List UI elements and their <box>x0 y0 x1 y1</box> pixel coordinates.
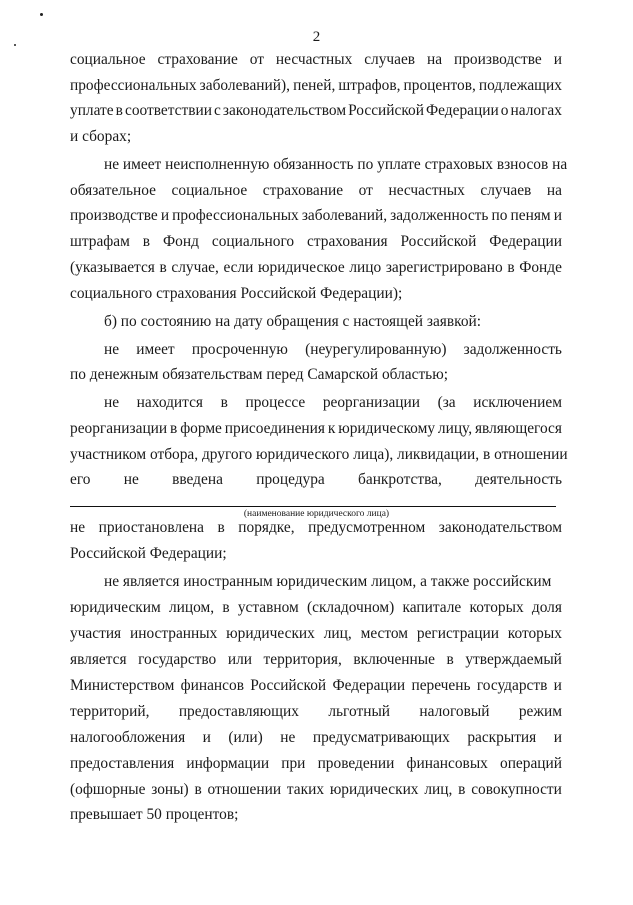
word: страхования <box>307 233 388 250</box>
word: Федерации <box>489 233 562 250</box>
word: не <box>123 471 139 488</box>
word: форме <box>180 420 222 437</box>
word: проведении <box>317 755 395 772</box>
word: Федерации <box>332 677 406 694</box>
word: социальное <box>171 182 248 199</box>
word: задолженность <box>463 341 562 358</box>
word: лиц, <box>424 781 453 798</box>
text-line: и сборах; <box>70 128 132 145</box>
word: таких <box>286 781 325 798</box>
word: государств <box>476 677 548 694</box>
word: к <box>327 420 336 437</box>
text-line <box>70 102 562 120</box>
word: случаев <box>364 51 416 68</box>
word: в <box>458 781 466 798</box>
word: производстве <box>70 207 158 224</box>
word: штрафам <box>70 233 130 250</box>
fill-in-line <box>70 506 556 507</box>
word: законодательством <box>438 519 562 536</box>
word: пеней, <box>293 77 336 94</box>
word: включенные <box>353 651 435 668</box>
text-line <box>70 625 562 643</box>
word: процедура <box>256 471 325 488</box>
word: (офшорные <box>70 781 146 798</box>
text-line <box>70 341 562 359</box>
word: Российской <box>348 102 424 119</box>
word: (неурегулированную) <box>305 341 447 358</box>
word: процессе <box>245 394 306 411</box>
word: при <box>281 755 306 772</box>
text-line <box>70 259 562 277</box>
word: приостановлена <box>98 519 204 536</box>
word: режим <box>518 703 562 720</box>
word: (за <box>437 394 456 411</box>
word: не <box>70 519 86 536</box>
word: в <box>194 781 202 798</box>
word: если <box>223 259 254 276</box>
text-line: Российской Федерации; <box>70 545 227 562</box>
blank-caption: (наименование юридического лица) <box>243 509 390 519</box>
word: уплате <box>70 102 114 119</box>
word: предоставляющих <box>178 703 299 720</box>
word: лиц, <box>323 625 352 642</box>
word: реорганизации <box>322 394 420 411</box>
word: являющегося <box>474 420 562 437</box>
word: введена <box>172 471 223 488</box>
word: в <box>222 599 230 616</box>
word: юридических <box>226 625 315 642</box>
word: в <box>115 102 123 119</box>
word: участия <box>70 625 122 642</box>
word: (указывается <box>70 259 155 276</box>
word: юридических <box>329 781 419 798</box>
text-line: не является иностранным юридическим лицом, а также российским <box>104 573 552 590</box>
word: заболеваний, <box>301 207 388 224</box>
text-line <box>70 233 562 251</box>
word: Российской <box>400 233 477 250</box>
text-line: социального страхования Российской Федерации); <box>70 285 403 302</box>
word: социального <box>211 233 295 250</box>
text-line <box>70 182 562 200</box>
word: которых <box>469 599 524 616</box>
word: предусмотренном <box>308 519 426 536</box>
word: операций <box>500 755 562 772</box>
text-line <box>70 599 562 617</box>
word: капитале <box>402 599 462 616</box>
text-line <box>70 207 562 225</box>
word: не <box>280 729 296 746</box>
word: Фонде <box>519 259 562 276</box>
word: лицом, <box>168 599 215 616</box>
word: исключением <box>473 394 562 411</box>
text-line <box>70 77 562 95</box>
word: находится <box>136 394 203 411</box>
word: деятельность <box>475 471 562 488</box>
word: случаев <box>480 182 532 199</box>
word: профессиональных <box>70 77 197 94</box>
word: и <box>160 207 170 224</box>
word: является <box>70 651 127 668</box>
word: социальное <box>70 51 146 68</box>
text-line <box>70 781 562 799</box>
word: лицо <box>349 259 382 276</box>
word: иностранных <box>129 625 218 642</box>
word: в <box>220 394 228 411</box>
text-line: б) по состоянию на дату обращения с настоящей заявкой: <box>104 313 482 330</box>
text-line <box>70 755 562 773</box>
word: профессиональных <box>172 207 299 224</box>
text-line: превышает 50 процентов; <box>70 806 239 823</box>
word: порядке, <box>238 519 295 536</box>
text-line <box>70 420 562 438</box>
word: утверждаемый <box>465 651 562 668</box>
word: налогообложения <box>70 729 186 746</box>
word: и <box>553 207 562 224</box>
word: которых <box>507 625 562 642</box>
page-number: 2 <box>312 29 321 45</box>
text-line <box>70 729 562 747</box>
word: в <box>446 651 454 668</box>
word: обязательное <box>70 182 156 199</box>
word: Министерством <box>70 677 175 694</box>
word: задолженность <box>390 207 489 224</box>
word: уставном <box>237 599 299 616</box>
word: в <box>507 259 515 276</box>
word: в <box>142 233 151 250</box>
word: и <box>202 729 211 746</box>
word: на <box>427 51 443 68</box>
word: по <box>491 207 508 224</box>
word: реорганизации <box>70 420 168 437</box>
word: законодательством <box>222 102 347 119</box>
word: от <box>358 182 373 199</box>
word: совокупности <box>471 781 562 798</box>
word: (складочном) <box>306 599 395 616</box>
word: территория, <box>263 651 342 668</box>
word: и <box>553 677 562 694</box>
word: или <box>227 651 252 668</box>
word: доля <box>531 599 562 616</box>
text-line <box>70 677 562 695</box>
word: подлежащих <box>478 77 562 94</box>
word: лицу, <box>437 420 473 437</box>
word: случае, <box>171 259 219 276</box>
text-line: по денежным обязательствам перед Самарской областью; <box>70 366 448 383</box>
word: производстве <box>454 51 542 68</box>
word: (или) <box>228 729 263 746</box>
word: льготный <box>328 703 391 720</box>
text-line: участником отбора, другого юридического лица), ликвидации, в отношении <box>70 446 568 463</box>
word: финансов <box>180 677 244 694</box>
word: финансовых <box>406 755 488 772</box>
word: в <box>217 519 225 536</box>
word: предоставления <box>70 755 175 772</box>
word: с <box>214 102 221 119</box>
word: на <box>546 182 562 199</box>
word: местом <box>360 625 409 642</box>
word: зоны) <box>151 781 189 798</box>
word: юридическому <box>338 420 436 437</box>
word: процентов, <box>403 77 476 94</box>
word: не <box>104 341 120 358</box>
word: несчастных <box>275 51 353 68</box>
word: Федерации <box>426 102 499 119</box>
text-line <box>70 519 562 537</box>
text-line <box>70 394 562 412</box>
scan-speck <box>40 13 43 16</box>
word: территорий, <box>70 703 150 720</box>
word: налогах <box>510 102 562 119</box>
word: о <box>500 102 509 119</box>
word: предусматривающих <box>312 729 450 746</box>
word: раскрытия <box>467 729 537 746</box>
word: юридическое <box>258 259 345 276</box>
word: государство <box>138 651 217 668</box>
word: Фонд <box>163 233 199 250</box>
word: в <box>159 259 167 276</box>
word: штрафов, <box>338 77 401 94</box>
word: и <box>553 51 562 68</box>
word: пеням <box>510 207 551 224</box>
word: банкротства, <box>358 471 442 488</box>
word: страхование <box>262 182 344 199</box>
text-line <box>70 51 562 69</box>
word: не <box>104 394 120 411</box>
word: регистрации <box>416 625 499 642</box>
text-line <box>70 651 562 669</box>
word: юридическим <box>70 599 161 616</box>
word: от <box>249 51 264 68</box>
word: присоединения <box>224 420 325 437</box>
word: налоговый <box>419 703 490 720</box>
text-line <box>70 703 562 721</box>
word: в <box>170 420 178 437</box>
word: зарегистрировано <box>385 259 503 276</box>
text-line <box>70 471 562 489</box>
word: и <box>553 729 562 746</box>
word: информации <box>186 755 270 772</box>
word: просроченную <box>191 341 288 358</box>
word: Российской <box>250 677 327 694</box>
word: имеет <box>136 341 175 358</box>
word: соответствии <box>124 102 212 119</box>
word: заболеваний), <box>199 77 290 94</box>
word: несчастных <box>388 182 465 199</box>
text-line: не имеет неисполненную обязанность по уплате страховых взносов на <box>104 156 568 173</box>
word: перечень <box>411 677 471 694</box>
word: отношении <box>207 781 282 798</box>
word: его <box>70 471 91 488</box>
word: страхование <box>157 51 238 68</box>
